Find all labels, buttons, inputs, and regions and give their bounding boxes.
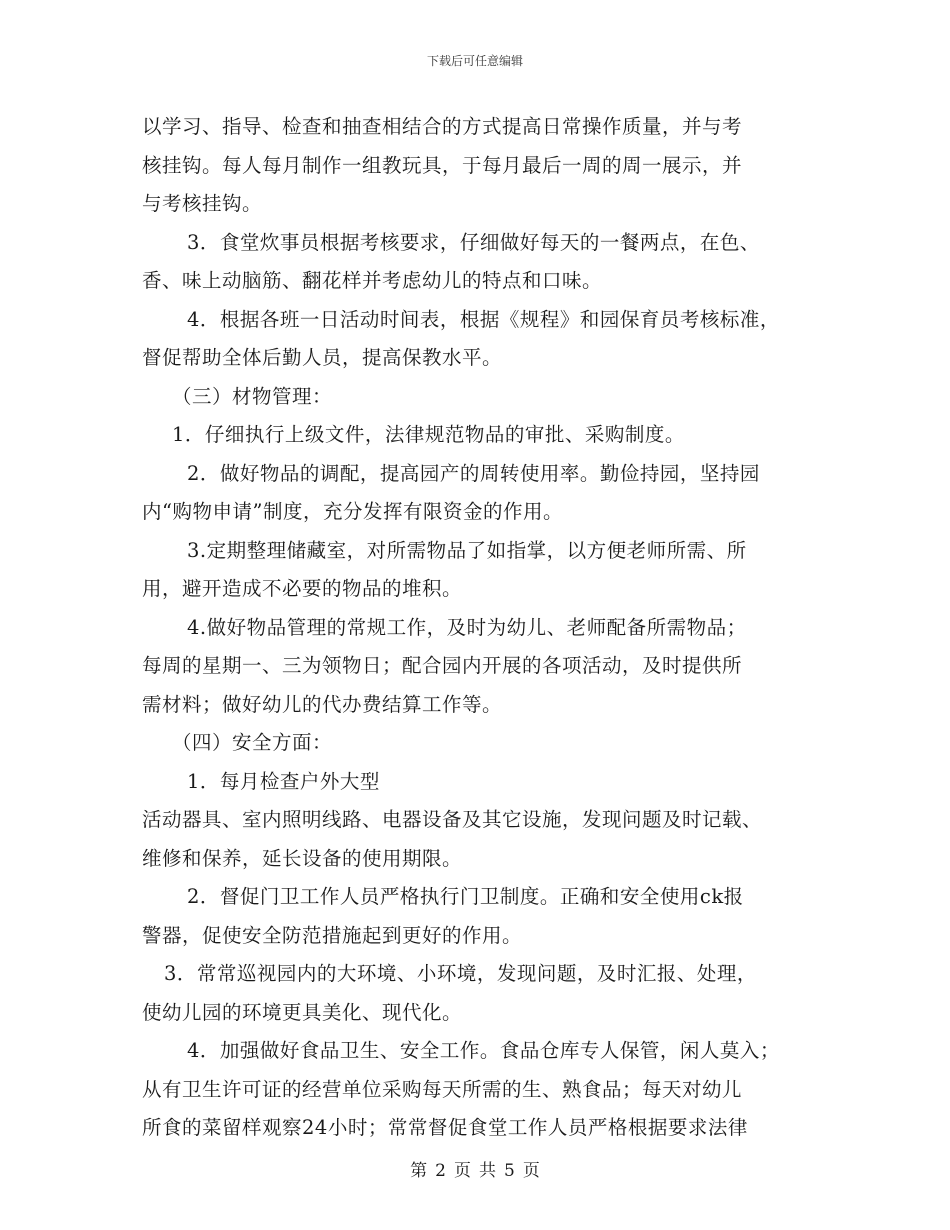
text-line: 3．食堂炊事员根据考核要求，仔细做好每天的一餐两点，在色、 (187, 230, 760, 254)
footer-word: 第 (410, 1161, 428, 1181)
text-line: 4．加强做好食品卫生、安全工作。食品仓库专人保管，闲人莫入； (187, 1039, 780, 1062)
text-line: 用，避开造成不必要的物品的堆积。 (142, 577, 463, 600)
text-line: 需材料；做好幼儿的代办费结算工作等。 (142, 692, 503, 716)
text-line: 每周的星期一、三为领物日；配合园内开展的各项活动，及时提供所 (142, 654, 743, 677)
text-line: 内“购物申请”制度，充分发挥有限资金的作用。 (142, 500, 563, 523)
text-line: 4.做好物品管理的常规工作，及时为幼儿、老师配备所需物品； (187, 615, 747, 639)
text-line: 2．做好物品的调配，提高园产的周转使用率。勤俭持园，坚持园 (187, 461, 760, 485)
text-line: 4．根据各班一日活动时间表，根据《规程》和园保育员考核标准， (187, 307, 780, 331)
text-line: 1．仔细执行上级文件，法律规范物品的审批、采购制度。 (172, 423, 685, 446)
page-header-note: 下载后可任意编辑 (426, 54, 523, 68)
text-line: 1．每月检查户外大型 (187, 769, 380, 793)
document-body (142, 108, 822, 1148)
text-line: 使幼儿园的环境更具美化、现代化。 (142, 1000, 463, 1024)
text-line: 活动器具、室内照明线路、电器设备及其它设施，发现问题及时记载、 (142, 808, 763, 831)
section-heading: （四）安全方面： (172, 731, 333, 754)
footer-word: 页 (454, 1161, 471, 1181)
current-page-number: 2 (435, 1161, 446, 1181)
text-line: 警器，促使安全防范措施起到更好的作用。 (142, 923, 523, 947)
text-line: 所食的菜留样观察24小时；常常督促食堂工作人员严格根据要求法律 (142, 1116, 748, 1139)
text-line: 与考核挂钩。 (142, 192, 263, 215)
text-line: 3.定期整理储藏室，对所需物品了如指掌，以方便老师所需、所 (187, 538, 747, 562)
total-page-count: 5 (504, 1161, 515, 1181)
page-footer (0, 1156, 950, 1181)
text-line: 督促帮助全体后勤人员，提高保教水平。 (142, 346, 503, 369)
text-line: 3．常常巡视园内的大环境、小环境，发现问题，及时汇报、处理， (164, 962, 757, 985)
text-line: 香、味上动脑筋、翻花样并考虑幼儿的特点和口味。 (142, 269, 603, 292)
text-line: 核挂钩。每人每月制作一组教玩具，于每月最后一周的周一展示，并 (142, 153, 743, 177)
section-heading: （三）材物管理： (172, 384, 333, 408)
text-line: 维修和保养，延长设备的使用期限。 (142, 846, 463, 870)
text-line: 2．督促门卫工作人员严格执行门卫制度。正确和安全使用ck报 (187, 885, 744, 908)
footer-word: 页 (522, 1161, 540, 1181)
text-line: 从有卫生许可证的经营单位采购每天所需的生、熟食品；每天对幼儿 (142, 1077, 743, 1101)
text-line: 以学习、指导、检查和抽查相结合的方式提高日常操作质量，并与考 (142, 115, 743, 138)
footer-word: 共 (479, 1161, 496, 1181)
